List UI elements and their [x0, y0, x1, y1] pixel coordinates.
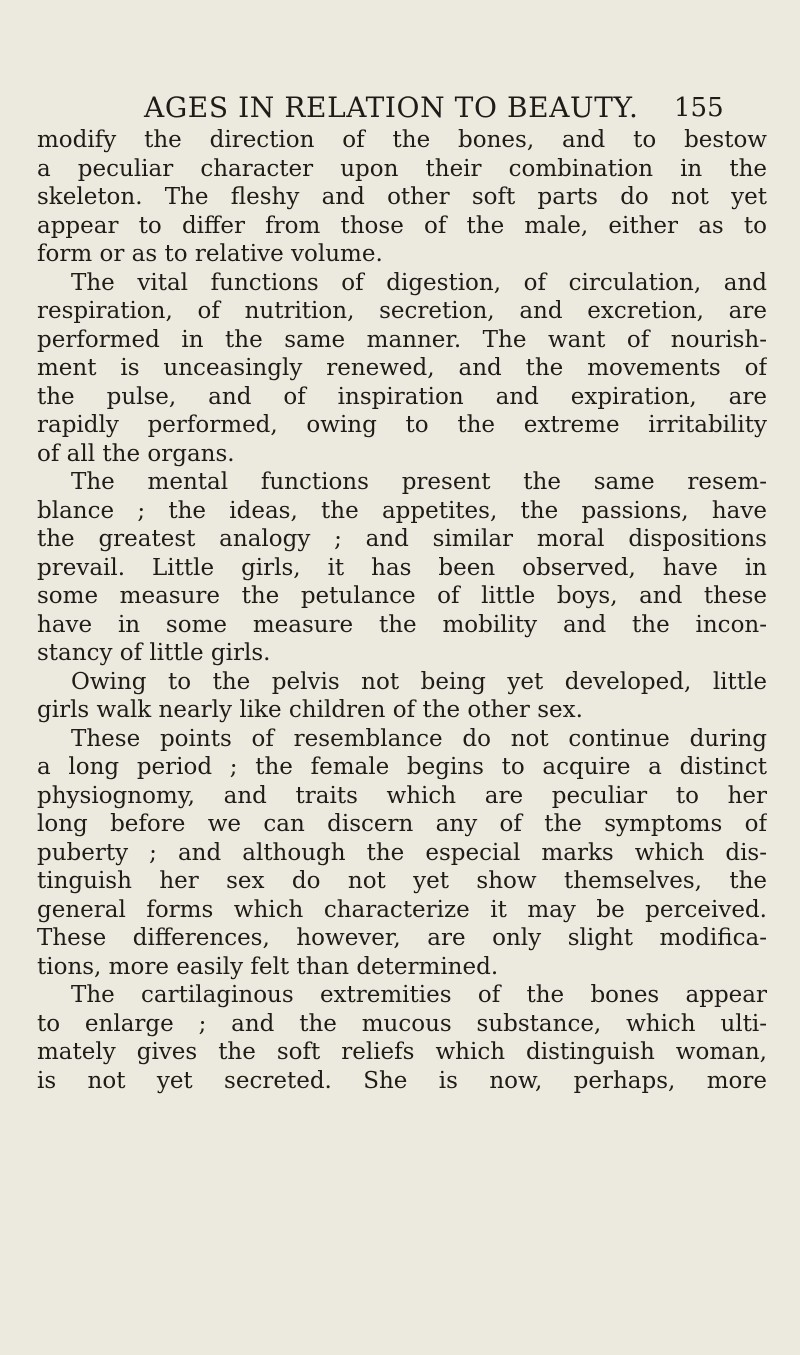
text-line: general forms which characterize it may be perceived.	[37, 896, 767, 923]
text-line: These points of resemblance do not continue during	[71, 725, 767, 752]
text-line: The cartilaginous extremities of the bones appear	[71, 982, 767, 1008]
paragraph	[37, 981, 767, 1095]
text-line: to enlarge ; and the mucous substance, which ulti-	[37, 1010, 767, 1037]
text-line: The mental functions present the same resem-	[71, 469, 767, 495]
text-line: tinguish her sex do not yet show themselves, the	[37, 868, 767, 894]
text-line: ment is unceasingly renewed, and the movements of	[37, 355, 767, 381]
text-line: have in some measure the mobility and the incon-	[37, 611, 767, 638]
text-line: physiognomy, and traits which are peculiar to her	[37, 782, 767, 809]
page-number: 155	[674, 93, 724, 123]
text-line: tions, more easily felt than determined.	[37, 953, 499, 980]
paragraph	[37, 725, 767, 982]
text-line: mately gives the soft reliefs which distinguish woman,	[37, 1039, 767, 1065]
paragraph	[37, 269, 767, 469]
text-line: respiration, of nutrition, secretion, and excretion, are	[37, 298, 767, 324]
text-line: form or as to relative volume.	[37, 241, 383, 267]
text-line: rapidly performed, owing to the extreme irritability	[37, 412, 767, 438]
text-line: modify the direction of the bones, and to bestow	[37, 127, 767, 153]
text-line: puberty ; and although the especial marks which dis-	[37, 839, 767, 866]
text-line: a long period ; the female begins to acquire a distinct	[37, 754, 767, 780]
text-line: prevail. Little girls, it has been observed, have in	[37, 554, 767, 581]
running-title: AGES IN RELATION TO BEAUTY.	[144, 91, 639, 124]
text-line: girls walk nearly like children of the other sex.	[37, 697, 583, 723]
text-line: The vital functions of digestion, of circulation, and	[71, 269, 767, 296]
paragraph	[37, 468, 767, 668]
running-header	[0, 88, 800, 128]
text-line: the pulse, and of inspiration and expiration, are	[37, 383, 767, 410]
text-line: a peculiar character upon their combination in the	[37, 155, 767, 182]
text-line: Owing to the pelvis not being yet developed, little	[71, 668, 767, 695]
text-line: of all the organs.	[37, 440, 235, 467]
text-line: appear to differ from those of the male, either as to	[37, 212, 767, 239]
text-line: performed in the same manner. The want of nourish-	[37, 326, 767, 353]
text-line: some measure the petulance of little boys, and these	[37, 583, 767, 609]
text-line: stancy of little girls.	[37, 640, 271, 666]
body-text	[37, 126, 767, 1095]
paragraph	[37, 668, 767, 725]
paragraph	[37, 126, 767, 269]
text-line: blance ; the ideas, the appetites, the passions, have	[37, 497, 767, 524]
text-line: the greatest analogy ; and similar moral dispositions	[37, 526, 767, 552]
text-line: is not yet secreted. She is now, perhaps, more	[37, 1067, 767, 1094]
text-line: These differences, however, are only slight modifica-	[37, 925, 767, 951]
text-line: long before we can discern any of the symptoms of	[37, 811, 767, 837]
text-line: skeleton. The fleshy and other soft parts do not yet	[37, 184, 767, 210]
